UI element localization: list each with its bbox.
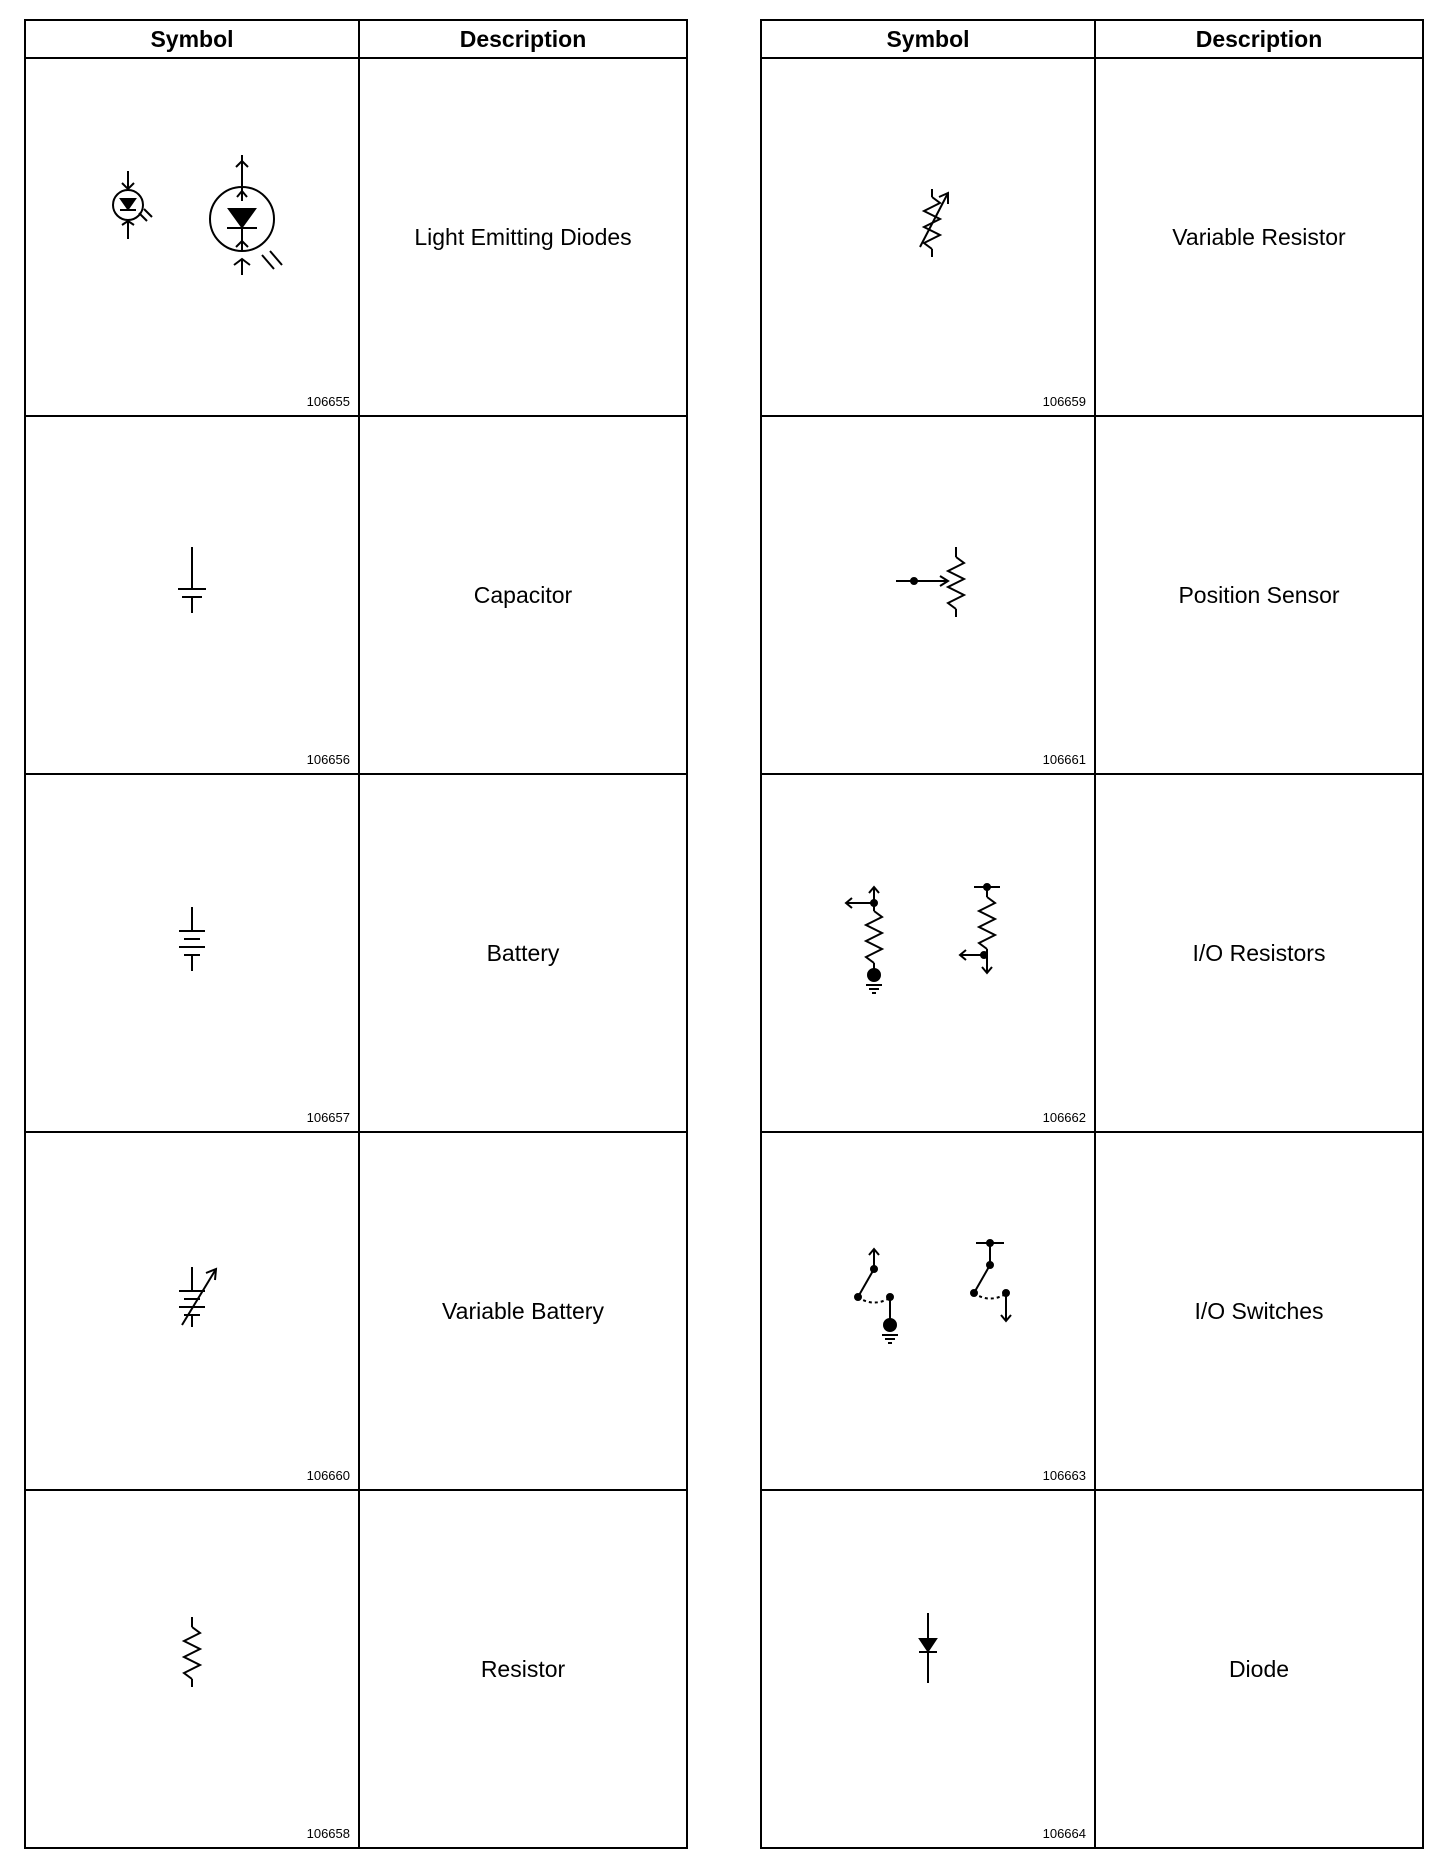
figure-number: 106663 bbox=[1042, 1468, 1086, 1483]
symbol-table-left bbox=[24, 19, 688, 1849]
diode-icon bbox=[762, 1491, 1094, 1847]
symbol-cell bbox=[761, 774, 1095, 1132]
figure-number: 106662 bbox=[1042, 1110, 1086, 1125]
description-cell: Capacitor bbox=[359, 416, 687, 774]
description-header: Description bbox=[1095, 20, 1423, 58]
symbol-cell bbox=[25, 1132, 359, 1490]
io-resistors-icon bbox=[762, 775, 1094, 1131]
description-cell: I/O Switches bbox=[1095, 1132, 1423, 1490]
table-row bbox=[761, 1490, 1423, 1848]
description-header: Description bbox=[359, 20, 687, 58]
table-row bbox=[25, 774, 687, 1132]
table-row bbox=[25, 1490, 687, 1848]
battery-icon bbox=[26, 775, 358, 1131]
figure-number: 106659 bbox=[1042, 394, 1086, 409]
figure-number: 106660 bbox=[306, 1468, 350, 1483]
header-row bbox=[761, 20, 1423, 58]
description-cell: Diode bbox=[1095, 1490, 1423, 1848]
figure-number: 106655 bbox=[306, 394, 350, 409]
table-row bbox=[25, 58, 687, 416]
figure-number: 106661 bbox=[1042, 752, 1086, 767]
table-row bbox=[25, 1132, 687, 1490]
description-cell: Light Emitting Diodes bbox=[359, 58, 687, 416]
description-cell: I/O Resistors bbox=[1095, 774, 1423, 1132]
symbol-header: Symbol bbox=[761, 20, 1095, 58]
figure-number: 106656 bbox=[306, 752, 350, 767]
symbol-cell bbox=[761, 416, 1095, 774]
position-sensor-icon bbox=[762, 417, 1094, 773]
symbol-cell bbox=[25, 1490, 359, 1848]
header-row bbox=[25, 20, 687, 58]
io-switches-icon bbox=[762, 1133, 1094, 1489]
symbol-table-right bbox=[760, 19, 1424, 1849]
light-emitting-diodes-icon bbox=[26, 59, 358, 415]
symbol-cell bbox=[761, 1490, 1095, 1848]
variable-resistor-icon bbox=[762, 59, 1094, 415]
table-row bbox=[761, 1132, 1423, 1490]
table-row bbox=[761, 774, 1423, 1132]
figure-number: 106657 bbox=[306, 1110, 350, 1125]
symbol-cell bbox=[25, 774, 359, 1132]
table-row bbox=[761, 58, 1423, 416]
description-cell: Position Sensor bbox=[1095, 416, 1423, 774]
symbol-cell bbox=[25, 416, 359, 774]
description-cell: Battery bbox=[359, 774, 687, 1132]
symbol-cell bbox=[761, 1132, 1095, 1490]
capacitor-icon bbox=[26, 417, 358, 773]
figure-number: 106658 bbox=[306, 1826, 350, 1841]
resistor-icon bbox=[26, 1491, 358, 1847]
description-cell: Resistor bbox=[359, 1490, 687, 1848]
table-row bbox=[25, 416, 687, 774]
symbol-cell bbox=[25, 58, 359, 416]
symbol-header: Symbol bbox=[25, 20, 359, 58]
description-cell: Variable Resistor bbox=[1095, 58, 1423, 416]
figure-number: 106664 bbox=[1042, 1826, 1086, 1841]
description-cell: Variable Battery bbox=[359, 1132, 687, 1490]
table-row bbox=[761, 416, 1423, 774]
variable-battery-icon bbox=[26, 1133, 358, 1489]
symbol-cell bbox=[761, 58, 1095, 416]
